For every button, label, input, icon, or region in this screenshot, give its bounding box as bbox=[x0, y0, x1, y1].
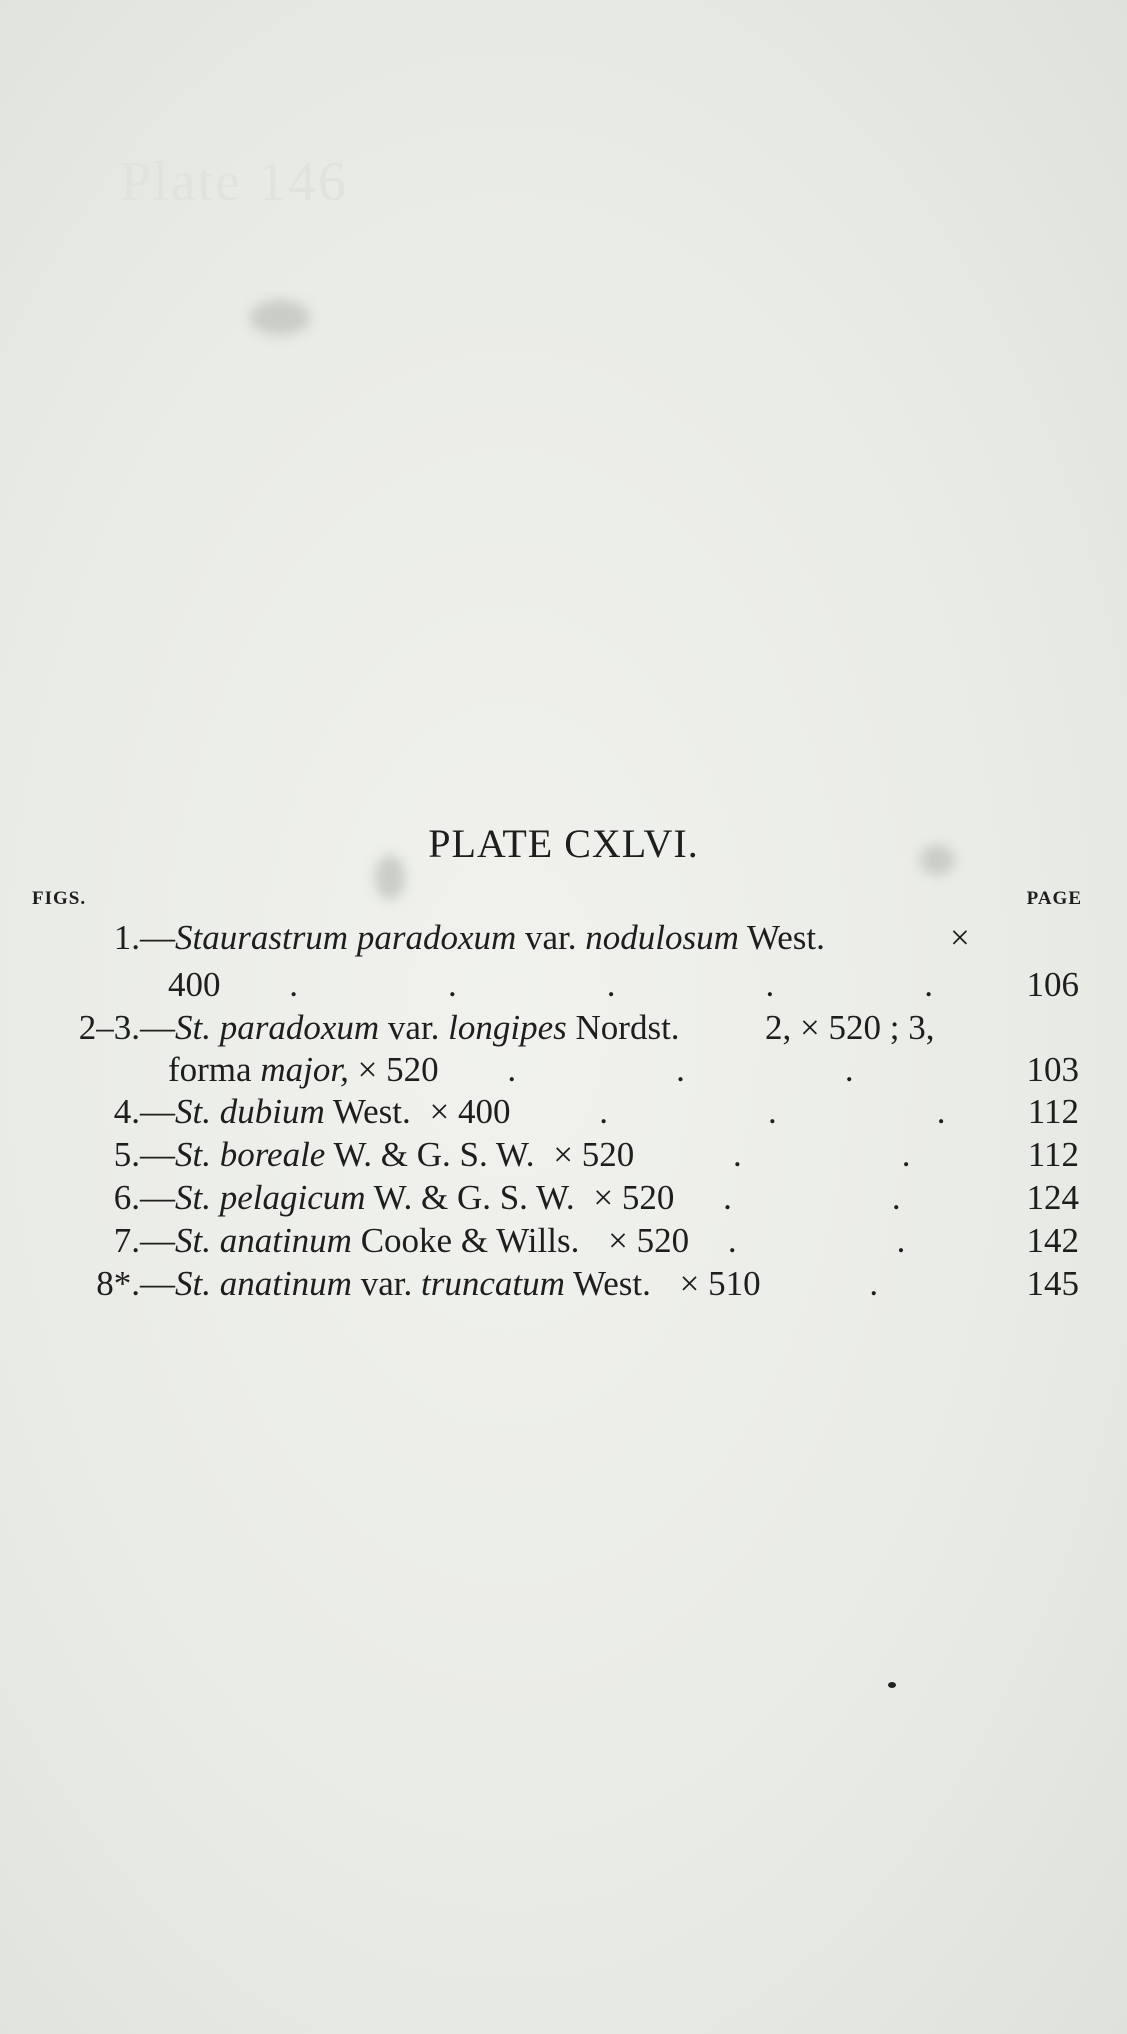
fig-number: 1. bbox=[113, 918, 140, 957]
leader-dots: . . bbox=[732, 1135, 911, 1174]
leader-dots: . . . . . bbox=[289, 965, 933, 1004]
species-name: St. pelagicum bbox=[175, 1178, 366, 1217]
entry-line: 2–3.—St. paradoxum var. longipes Nordst. bbox=[30, 1008, 680, 1048]
magnification: × 400 bbox=[429, 1092, 511, 1131]
forma-name: major, bbox=[260, 1050, 349, 1089]
variety-name: nodulosum bbox=[585, 918, 739, 957]
fig-number: 6. bbox=[113, 1178, 140, 1217]
page-number: 103 bbox=[1026, 1050, 1079, 1089]
author: W. & G. S. W. bbox=[365, 1178, 575, 1217]
entry-line: 5.—St. boreale W. & G. S. W. × 520 . . bbox=[40, 1135, 910, 1175]
author: West. bbox=[564, 1264, 651, 1303]
species-name: St. anatinum bbox=[175, 1221, 352, 1260]
page-number: 112 bbox=[1027, 1135, 1079, 1174]
plate-title: PLATE CXLVI. bbox=[428, 821, 699, 866]
page-number: 112 bbox=[1027, 1092, 1079, 1131]
species-name: St. dubium bbox=[175, 1092, 325, 1131]
page-number: 106 bbox=[1026, 965, 1079, 1004]
variety-name: longipes bbox=[448, 1008, 567, 1047]
page-number: 124 bbox=[1026, 1178, 1079, 1217]
entry-line: 7.—St. anatinum Cooke & Wills. × 520 . . bbox=[40, 1221, 905, 1261]
magnification: × bbox=[950, 918, 970, 957]
entry-line-cont bbox=[168, 965, 933, 1005]
fig-number: 4. bbox=[113, 1092, 140, 1131]
variety-name: truncatum bbox=[420, 1264, 565, 1303]
leader-dots: . . . bbox=[599, 1092, 946, 1131]
entry-line: 8*.—St. anatinum var. truncatum West. × 510 . bbox=[40, 1264, 878, 1304]
leader-dots: . . bbox=[727, 1221, 906, 1260]
magnification: × 520 bbox=[553, 1135, 635, 1174]
page-number: 142 bbox=[1026, 1221, 1079, 1260]
entry-line: 1.—Staurastrum paradoxum var. nodulosum West. bbox=[40, 918, 825, 958]
entry-line-cont: forma major, × 520 . . . bbox=[168, 1050, 854, 1089]
figs-header: FIGS. bbox=[32, 888, 87, 909]
fig-number: 7. bbox=[113, 1221, 140, 1260]
entry-line: 6.—St. pelagicum W. & G. S. W. × 520 . . bbox=[40, 1178, 901, 1218]
leader-dots: . . . bbox=[507, 1050, 854, 1089]
author: Nordst. bbox=[566, 1008, 680, 1047]
species-name: St. paradoxum bbox=[175, 1008, 380, 1047]
magnification: × 510 bbox=[679, 1264, 761, 1303]
species-name: St. anatinum bbox=[175, 1264, 352, 1303]
magnification-cont: × 520 bbox=[348, 1050, 439, 1089]
fig-number: 5. bbox=[113, 1135, 140, 1174]
bleed-through-text: Plate 146 bbox=[120, 151, 348, 213]
magnification: 2, × 520 ; 3, bbox=[765, 1008, 935, 1047]
leader-dots: . . bbox=[723, 1178, 901, 1217]
author: Cooke & Wills. bbox=[351, 1221, 580, 1260]
entry-line: 4.—St. dubium West. × 400 . . . bbox=[40, 1092, 945, 1132]
author: West. bbox=[738, 918, 825, 957]
species-name: St. boreale bbox=[175, 1135, 326, 1174]
page-number: 145 bbox=[1026, 1264, 1079, 1303]
magnification-cont: 400 bbox=[168, 965, 221, 1004]
fig-number: 8*. bbox=[96, 1264, 140, 1303]
ink-speck bbox=[888, 1682, 896, 1688]
fig-number: 2–3. bbox=[78, 1008, 140, 1047]
leader-dots: . bbox=[869, 1264, 879, 1303]
smudge-mark bbox=[250, 300, 310, 335]
author: West. bbox=[324, 1092, 411, 1131]
page-header: PAGE bbox=[1026, 888, 1082, 909]
species-name: Staurastrum paradoxum bbox=[175, 918, 517, 957]
magnification: × 520 bbox=[608, 1221, 690, 1260]
magnification: × 520 bbox=[593, 1178, 675, 1217]
author: W. & G. S. W. bbox=[325, 1135, 535, 1174]
